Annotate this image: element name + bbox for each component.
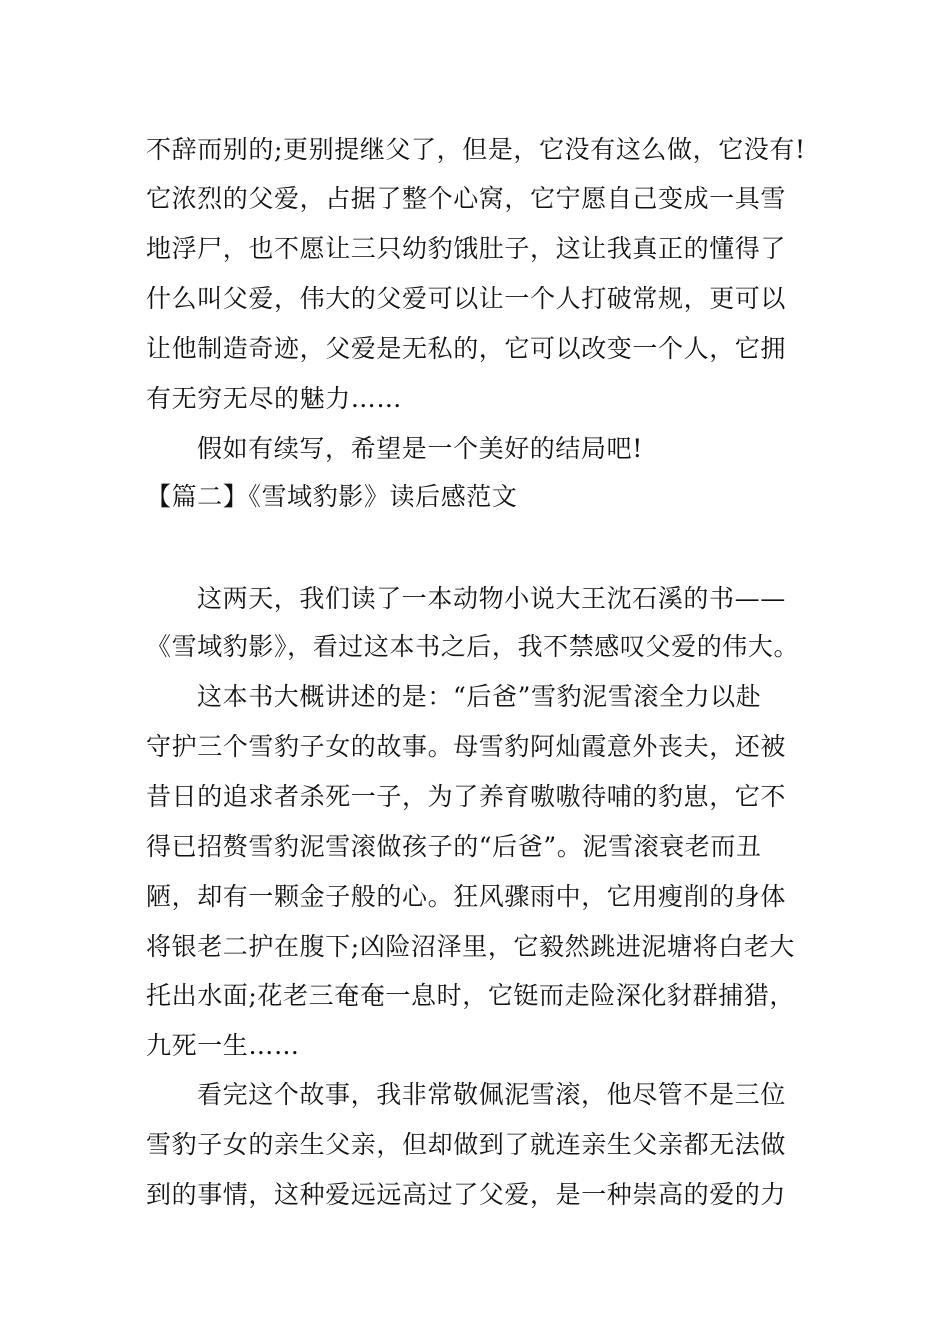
text-line: 不辞而别的;更别提继父了，但是，它没有这么做，它没有! <box>146 135 806 164</box>
text-line: 它浓烈的父爱，占据了整个心窝，它宁愿自己变成一具雪 <box>146 184 787 213</box>
text-line: 九死一生…… <box>146 1031 300 1060</box>
text-line: 假如有续写，希望是一个美好的结局吧! <box>197 434 643 463</box>
text-line: 地浮尸，也不愿让三只幼豹饿肚子，这让我真正的懂得了 <box>146 234 787 263</box>
text-line: 让他制造奇迹，父爱是无私的，它可以改变一个人，它拥 <box>146 334 787 363</box>
text-line: 看完这个故事，我非常敬佩泥雪滚，他尽管不是三位 <box>197 1080 786 1109</box>
text-line: 到的事情，这种爱远远高过了父爱，是一种崇高的爱的力 <box>146 1180 787 1209</box>
text-line: 这本书大概讲述的是：“后爸”雪豹泥雪滚全力以赴 <box>197 682 762 711</box>
text-line: 托出水面;花老三奄奄一息时，它铤而走险深化豺群捕猎， <box>146 981 796 1010</box>
text-line: 这两天，我们读了一本动物小说大王沈石溪的书—— <box>197 584 786 613</box>
text-line: 守护三个雪豹子女的故事。母雪豹阿灿霞意外丧夫，还被 <box>146 732 787 761</box>
section-heading: 【篇二】《雪域豹影》读后感范文 <box>146 482 518 511</box>
text-line: 雪豹子女的亲生父亲，但却做到了就连亲生父亲都无法做 <box>146 1130 787 1159</box>
text-line: 有无穷无尽的魅力…… <box>146 384 403 413</box>
text-line: 将银老二护在腹下;凶险沼泽里，它毅然跳进泥塘将白老大 <box>146 932 796 961</box>
text-line: 什么叫父爱，伟大的父爱可以让一个人打破常规，更可以 <box>146 284 787 313</box>
text-line: 得已招赘雪豹泥雪滚做孩子的“后爸”。泥雪滚衰老而丑 <box>146 832 762 861</box>
text-line: 陋，却有一颗金子般的心。狂风骤雨中，它用瘦削的身体 <box>146 882 787 911</box>
text-line: 《雪域豹影》，看过这本书之后，我不禁感叹父爱的伟大。 <box>146 632 800 661</box>
text-line: 昔日的追求者杀死一子，为了养育嗷嗷待哺的豹崽，它不 <box>146 782 787 811</box>
